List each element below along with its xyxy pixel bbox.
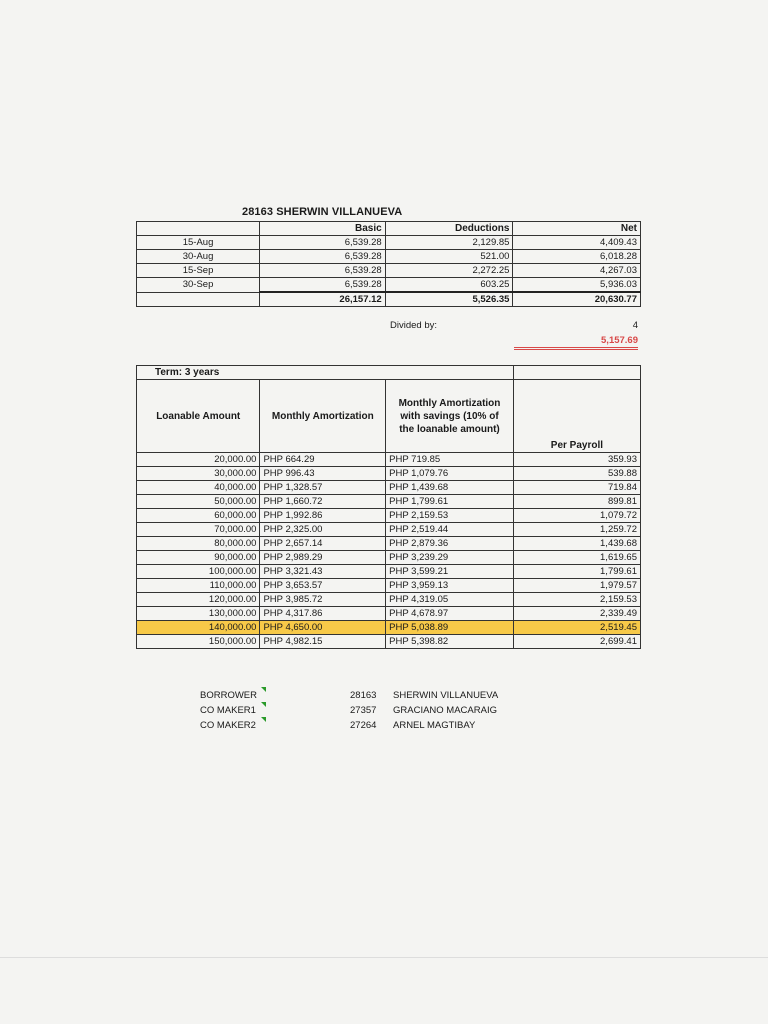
- signer-role-comaker1: CO MAKER1: [200, 705, 256, 716]
- amortization-with-savings: PHP 3,599.21: [386, 565, 514, 579]
- salary-totals-row: [137, 292, 641, 307]
- average-net-result: 5,157.69: [514, 335, 638, 350]
- loan-amount: 70,000.00: [137, 523, 260, 537]
- total-basic: 26,157.12: [260, 292, 386, 307]
- divisor-value: 4: [632, 320, 638, 331]
- per-payroll: 1,799.61: [513, 565, 640, 579]
- total-deductions: 5,526.35: [385, 292, 513, 307]
- salary-totals-blank: [137, 292, 260, 307]
- per-payroll: 899.81: [513, 495, 640, 509]
- loan-row: [137, 467, 641, 481]
- monthly-amortization: PHP 2,325.00: [260, 523, 386, 537]
- loan-table: [136, 365, 641, 649]
- loan-amount: 140,000.00: [137, 621, 260, 635]
- loan-row: [137, 635, 641, 649]
- loan-row: [137, 551, 641, 565]
- amortization-with-savings: PHP 719.85: [386, 453, 514, 467]
- divided-by-label: Divided by:: [390, 320, 437, 331]
- amortization-with-savings: PHP 2,159.53: [386, 509, 514, 523]
- monthly-amortization: PHP 3,653.57: [260, 579, 386, 593]
- amortization-with-savings: PHP 4,678.97: [386, 607, 514, 621]
- salary-deductions: 2,272.25: [385, 264, 513, 278]
- salary-header-basic: Basic: [260, 222, 386, 236]
- signer-role-comaker2: CO MAKER2: [200, 720, 256, 731]
- loan-amount: 40,000.00: [137, 481, 260, 495]
- loan-amount: 110,000.00: [137, 579, 260, 593]
- monthly-amortization: PHP 1,328.57: [260, 481, 386, 495]
- loan-amount: 60,000.00: [137, 509, 260, 523]
- loan-row: [137, 607, 641, 621]
- amortization-with-savings: PHP 1,439.68: [386, 481, 514, 495]
- salary-basic: 6,539.28: [260, 264, 386, 278]
- salary-row: [137, 278, 641, 293]
- salary-row: [137, 250, 641, 264]
- amortization-with-savings: PHP 3,959.13: [386, 579, 514, 593]
- page-divider: [0, 957, 768, 958]
- signer-id: 28163: [350, 690, 377, 701]
- per-payroll: 1,259.72: [513, 523, 640, 537]
- per-payroll: 1,979.57: [513, 579, 640, 593]
- loan-row: [137, 621, 641, 635]
- salary-header-row: [137, 222, 641, 236]
- per-payroll: 2,519.45: [513, 621, 640, 635]
- monthly-amortization: PHP 664.29: [260, 453, 386, 467]
- salary-net: 4,267.03: [513, 264, 641, 278]
- header-with-savings-line2: with savings (10% of: [400, 410, 499, 422]
- salary-header-period: [137, 222, 260, 236]
- salary-net: 6,018.28: [513, 250, 641, 264]
- salary-basic: 6,539.28: [260, 278, 386, 293]
- salary-deductions: 603.25: [385, 278, 513, 293]
- signer-role-borrower: BORROWER: [200, 690, 257, 701]
- loan-row: [137, 579, 641, 593]
- header-amortization-with-savings: [386, 380, 514, 453]
- salary-table: [136, 221, 641, 307]
- signer-id: 27264: [350, 720, 377, 731]
- monthly-amortization: PHP 996.43: [260, 467, 386, 481]
- loan-header-row: [137, 380, 641, 453]
- employee-title: 28163 SHERWIN VILLANUEVA: [242, 206, 403, 218]
- salary-net: 4,409.43: [513, 236, 641, 250]
- signer-name: GRACIANO MACARAIG: [393, 705, 497, 716]
- header-with-savings-line1: Monthly Amortization: [398, 397, 501, 409]
- loan-amount: 130,000.00: [137, 607, 260, 621]
- loan-row: [137, 537, 641, 551]
- signer-name: SHERWIN VILLANUEVA: [393, 690, 499, 701]
- salary-period: 30-Sep: [137, 278, 260, 293]
- amortization-with-savings: PHP 1,079.76: [386, 467, 514, 481]
- header-per-payroll: Per Payroll: [513, 380, 640, 453]
- loan-term-blank: [513, 366, 640, 380]
- monthly-amortization: PHP 2,657.14: [260, 537, 386, 551]
- monthly-amortization: PHP 4,982.15: [260, 635, 386, 649]
- salary-basic: 6,539.28: [260, 236, 386, 250]
- salary-net: 5,936.03: [513, 278, 641, 293]
- salary-row: [137, 236, 641, 250]
- salary-header-deductions: Deductions: [385, 222, 513, 236]
- amortization-with-savings: PHP 4,319.05: [386, 593, 514, 607]
- salary-row: [137, 264, 641, 278]
- per-payroll: 359.93: [513, 453, 640, 467]
- signer-id: 27357: [350, 705, 377, 716]
- loan-table-body: [137, 453, 641, 649]
- per-payroll: 539.88: [513, 467, 640, 481]
- loan-row: [137, 495, 641, 509]
- salary-period: 15-Aug: [137, 236, 260, 250]
- per-payroll: 1,619.65: [513, 551, 640, 565]
- loan-amount: 30,000.00: [137, 467, 260, 481]
- loan-term: Term: 3 years: [137, 366, 514, 380]
- amortization-with-savings: PHP 2,879.36: [386, 537, 514, 551]
- monthly-amortization: PHP 4,650.00: [260, 621, 386, 635]
- monthly-amortization: PHP 3,985.72: [260, 593, 386, 607]
- monthly-amortization: PHP 2,989.29: [260, 551, 386, 565]
- comment-marker-icon: [261, 687, 266, 692]
- salary-header-net: Net: [513, 222, 641, 236]
- loan-row: [137, 523, 641, 537]
- per-payroll: 2,699.41: [513, 635, 640, 649]
- loan-term-row: [137, 366, 641, 380]
- loan-amount: 50,000.00: [137, 495, 260, 509]
- loan-row: [137, 565, 641, 579]
- amortization-with-savings: PHP 1,799.61: [386, 495, 514, 509]
- salary-deductions: 521.00: [385, 250, 513, 264]
- loan-row: [137, 481, 641, 495]
- monthly-amortization: PHP 3,321.43: [260, 565, 386, 579]
- header-loanable-amount: Loanable Amount: [137, 380, 260, 453]
- per-payroll: 2,159.53: [513, 593, 640, 607]
- monthly-amortization: PHP 1,660.72: [260, 495, 386, 509]
- comment-marker-icon: [261, 717, 266, 722]
- loan-amount: 90,000.00: [137, 551, 260, 565]
- monthly-amortization: PHP 1,992.86: [260, 509, 386, 523]
- monthly-amortization: PHP 4,317.86: [260, 607, 386, 621]
- loan-amount: 20,000.00: [137, 453, 260, 467]
- per-payroll: 2,339.49: [513, 607, 640, 621]
- amortization-with-savings: PHP 5,038.89: [386, 621, 514, 635]
- loan-amount: 120,000.00: [137, 593, 260, 607]
- loan-row: [137, 593, 641, 607]
- salary-basic: 6,539.28: [260, 250, 386, 264]
- amortization-with-savings: PHP 2,519.44: [386, 523, 514, 537]
- per-payroll: 1,439.68: [513, 537, 640, 551]
- amortization-with-savings: PHP 5,398.82: [386, 635, 514, 649]
- per-payroll: 1,079.72: [513, 509, 640, 523]
- per-payroll: 719.84: [513, 481, 640, 495]
- loan-amount: 100,000.00: [137, 565, 260, 579]
- total-net: 20,630.77: [513, 292, 641, 307]
- loan-row: [137, 509, 641, 523]
- salary-period: 15-Sep: [137, 264, 260, 278]
- comment-marker-icon: [261, 702, 266, 707]
- header-with-savings-line3: the loanable amount): [399, 423, 500, 435]
- salary-period: 30-Aug: [137, 250, 260, 264]
- loan-row: [137, 453, 641, 467]
- header-monthly-amortization: Monthly Amortization: [260, 380, 386, 453]
- amortization-with-savings: PHP 3,239.29: [386, 551, 514, 565]
- loan-amount: 150,000.00: [137, 635, 260, 649]
- loan-amount: 80,000.00: [137, 537, 260, 551]
- salary-deductions: 2,129.85: [385, 236, 513, 250]
- signer-name: ARNEL MAGTIBAY: [393, 720, 476, 731]
